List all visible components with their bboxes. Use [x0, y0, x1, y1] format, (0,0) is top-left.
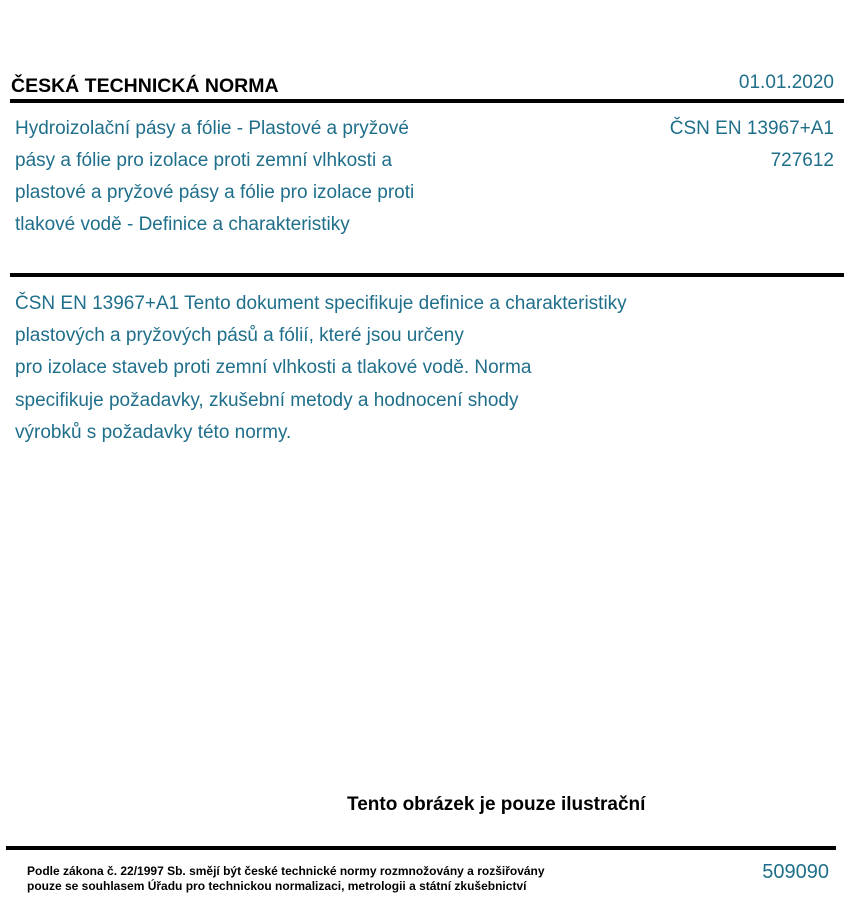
footer-divider [6, 846, 836, 850]
standard-title-line: plastové a pryžové pásy a fólie pro izolace proti [15, 182, 415, 203]
legal-notice-line: Podle zákona č. 22/1997 Sb. smějí být české technické normy rozmnožovány a rozšiřovány [27, 864, 545, 878]
illustration-notice: Tento obrázek je pouze ilustrační [347, 794, 646, 815]
standard-title-line: pásy a fólie pro izolace proti zemní vlhkosti a [15, 150, 393, 171]
standard-title-line: Hydroizolační pásy a fólie - Plastové a pryžové [15, 118, 409, 139]
legal-notice-line: pouze se souhlasem Úřadu pro technickou normalizaci, metrologii a státní zkušebnictví [27, 879, 527, 893]
abstract-line: specifikuje požadavky, zkušební metody a hodnocení shody [15, 390, 519, 411]
abstract-line: výrobků s požadavky této normy. [15, 422, 292, 443]
abstract-line: plastových a pryžových pásů a fólií, které jsou určeny [15, 325, 464, 346]
publication-date: 01.01.2020 [738, 72, 834, 93]
section-divider [10, 273, 844, 277]
abstract-line: pro izolace staveb proti zemní vlhkosti a tlakové vodě. Norma [15, 357, 532, 378]
document-header-title: ČESKÁ TECHNICKÁ NORMA [11, 75, 279, 97]
standard-code: ČSN EN 13967+A1 [669, 118, 834, 139]
header-divider [10, 99, 844, 103]
abstract-line: ČSN EN 13967+A1 Tento dokument specifikuje definice a charakteristiky [15, 293, 627, 314]
classification-number: 727612 [770, 150, 834, 171]
standard-title-line: tlakové vodě - Definice a charakteristiky [15, 214, 350, 235]
catalog-number: 509090 [762, 861, 829, 883]
